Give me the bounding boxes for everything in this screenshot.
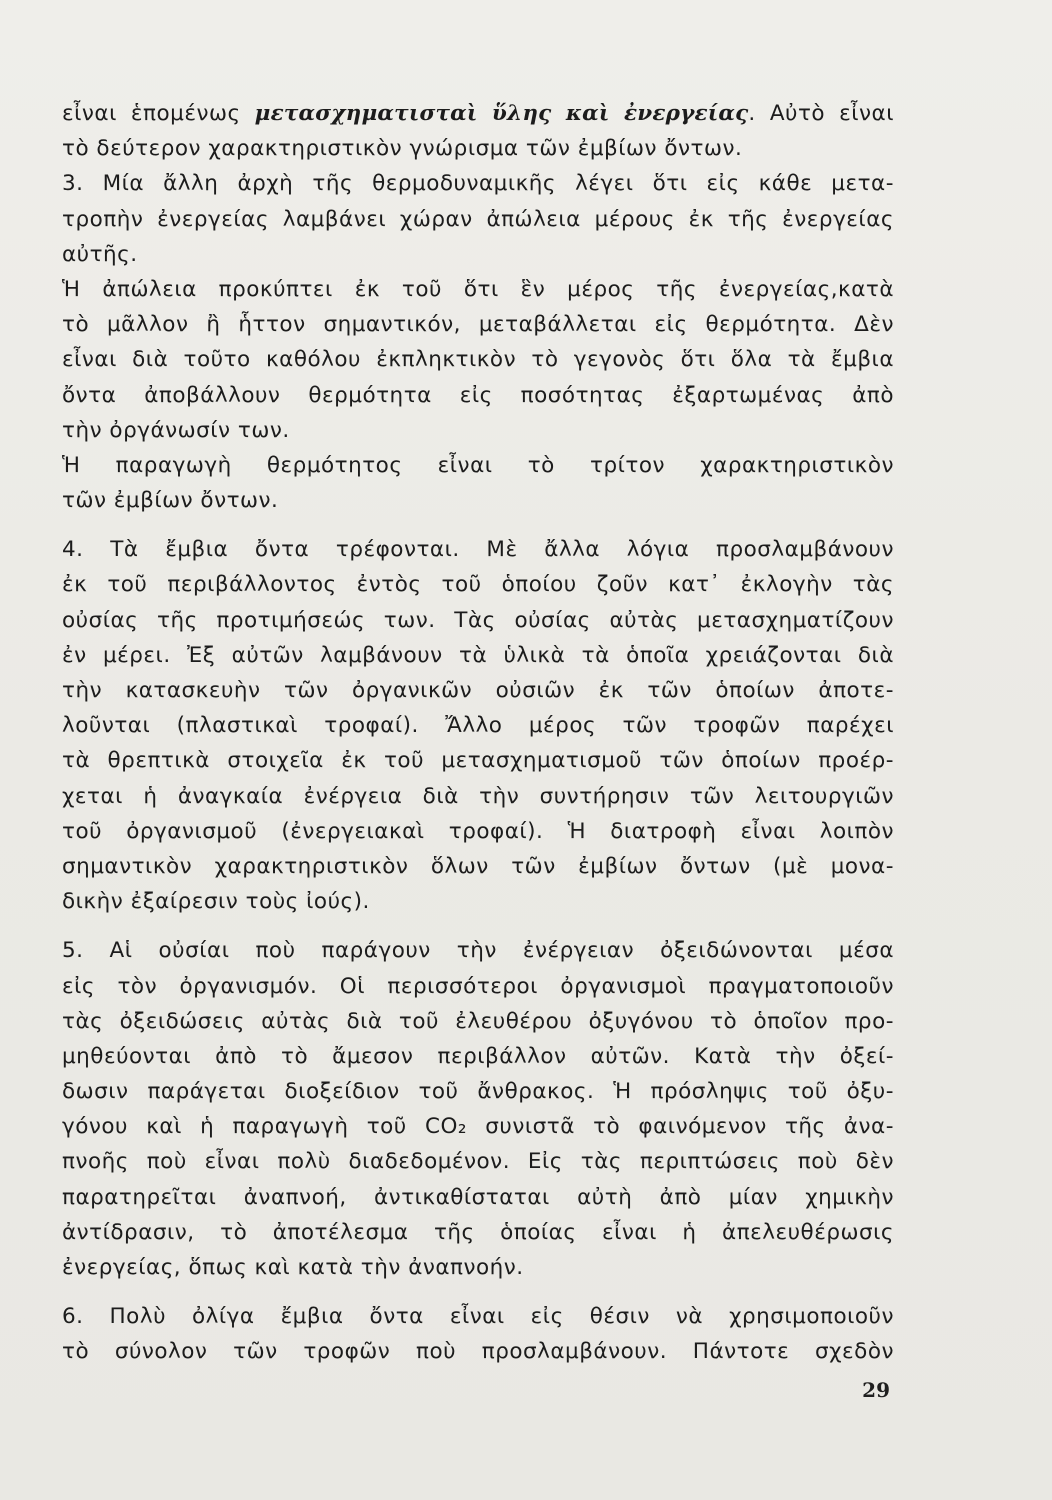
paragraph-gap	[62, 518, 894, 532]
text-line: ἐνεργείας, ὅπως καὶ κατὰ τὴν ἀναπνοήν.	[62, 1255, 524, 1280]
text-line: τὴν ὀργάνωσίν των.	[62, 417, 290, 443]
text-line: 3. Μία ἄλλη ἀρχὴ τῆς θερμοδυναμικῆς λέγει ὅτι εἰς κάθε μετα-	[62, 171, 894, 197]
paragraph-gap	[62, 1285, 894, 1299]
page-number: 29	[862, 1378, 890, 1402]
text-line: τὴν κατασκευὴν τῶν ὀργανικῶν οὐσιῶν ἐκ τῶν ὁποίων ἀποτε-	[62, 678, 894, 703]
text-line: τὸ σύνολον τῶν τροφῶν ποὺ προσλαμβάνουν. Πάντοτε σχεδὸν	[62, 1339, 894, 1365]
text-line-end: . Αὐτὸ εἶναι	[748, 101, 894, 126]
text-line: ἐκ τοῦ περιβάλλοντος ἐντὸς τοῦ ὁποίου ζοῦν κατ᾽ ἐκλογὴν τὰς	[62, 572, 894, 598]
text-line: δικὴν ἐξαίρεσιν τοὺς ἰούς).	[62, 889, 370, 915]
text-line: ὄντα ἀποβάλλουν θερμότητα εἰς ποσότητας ἐξαρτωμένας ἀπὸ	[62, 382, 894, 408]
text-line	[62, 96, 894, 131]
text-line: παρατηρεῖται ἀναπνοή, ἀντικαθίσταται αὐτὴ ἀπὸ μίαν χημικὴν	[62, 1184, 894, 1210]
text-line: αὐτῆς.	[62, 241, 138, 267]
text-line: πνοῆς ποὺ εἶναι πολὺ διαδεδομένον. Εἰς τὰς περιπτώσεις ποὺ δὲν	[62, 1149, 894, 1175]
text-line: τὸ μᾶλλον ἢ ἧττον σημαντικόν, μεταβάλλεται εἰς θερμότητα. Δὲν	[62, 312, 894, 338]
text-line: λοῦνται (πλαστικαὶ τροφαί). Ἄλλο μέρος τῶν τροφῶν παρέχει	[62, 713, 894, 739]
text-line: δωσιν παράγεται διοξείδιον τοῦ ἄνθρακος. Ἡ πρόσληψις τοῦ ὀξυ-	[62, 1079, 894, 1105]
text-line: Ἡ παραγωγὴ θερμότητος εἶναι τὸ τρίτον χαρακτηριστικὸν	[62, 452, 894, 478]
paragraph-gap	[62, 919, 894, 933]
body-text	[62, 96, 894, 1370]
text-line: εἰς τὸν ὀργανισμόν. Οἱ περισσότεροι ὀργανισμοὶ πραγματοποιοῦν	[62, 973, 894, 999]
text-line: 5. Αἱ οὐσίαι ποὺ παράγουν τὴν ἐνέργειαν ὀξειδώνονται μέσα	[62, 938, 894, 964]
text-line-start: εἶναι ἑπομένως	[62, 101, 255, 126]
emphasized-phrase: μετασχηματισταὶ ὕλης καὶ ἐνεργείας	[254, 101, 749, 126]
text-line: τῶν ἐμβίων ὄντων.	[62, 488, 279, 514]
text-line: ἐν μέρει. Ἐξ αὐτῶν λαμβάνουν τὰ ὑλικὰ τὰ ὁποῖα χρειάζονται διὰ	[62, 642, 894, 668]
text-line: τὰ θρεπτικὰ στοιχεῖα ἐκ τοῦ μετασχηματισμοῦ τῶν ὁποίων προέρ-	[62, 748, 894, 774]
text-line: σημαντικὸν χαρακτηριστικὸν ὅλων τῶν ἐμβίων ὄντων (μὲ μονα-	[62, 853, 894, 879]
text-line: οὐσίας τῆς προτιμήσεώς των. Τὰς οὐσίας αὐτὰς μετασχηματίζουν	[62, 607, 894, 633]
text-line: τοῦ ὀργανισμοῦ (ἐνεργειακαὶ τροφαί). Ἡ διατροφὴ εἶναι λοιπὸν	[62, 818, 894, 844]
text-line: εἶναι διὰ τοῦτο καθόλου ἐκπληκτικὸν τὸ γεγονὸς ὅτι ὅλα τὰ ἔμβια	[62, 347, 894, 373]
text-line: 6. Πολὺ ὀλίγα ἔμβια ὄντα εἶναι εἰς θέσιν νὰ χρησιμοποιοῦν	[62, 1304, 894, 1330]
text-line: τροπὴν ἐνεργείας λαμβάνει χώραν ἀπώλεια μέρους ἐκ τῆς ἐνεργείας	[62, 206, 894, 232]
text-line: γόνου καὶ ἡ παραγωγὴ τοῦ CO₂ συνιστᾶ τὸ φαινόμενον τῆς ἀνα-	[62, 1114, 894, 1140]
text-line: τὸ δεύτερον χαρακτηριστικὸν γνώρισμα τῶν ἐμβίων ὄντων.	[62, 136, 743, 162]
text-line: τὰς ὀξειδώσεις αὐτὰς διὰ τοῦ ἐλευθέρου ὀξυγόνου τὸ ὁποῖον προ-	[62, 1008, 894, 1034]
text-line: χεται ἡ ἀναγκαία ἐνέργεια διὰ τὴν συντήρησιν τῶν λειτουργιῶν	[62, 783, 894, 809]
text-line: Ἡ ἀπώλεια προκύπτει ἐκ τοῦ ὅτι ἓν μέρος τῆς ἐνεργείας,κατὰ	[62, 276, 894, 302]
text-line: μηθεύονται ἀπὸ τὸ ἄμεσον περιβάλλον αὐτῶν. Κατὰ τὴν ὀξεί-	[62, 1043, 894, 1069]
text-line: ἀντίδρασιν, τὸ ἀποτέλεσμα τῆς ὁποίας εἶναι ἡ ἀπελευθέρωσις	[62, 1219, 894, 1245]
text-line: 4. Τὰ ἔμβια ὄντα τρέφονται. Μὲ ἄλλα λόγια προσλαμβάνουν	[62, 537, 894, 563]
